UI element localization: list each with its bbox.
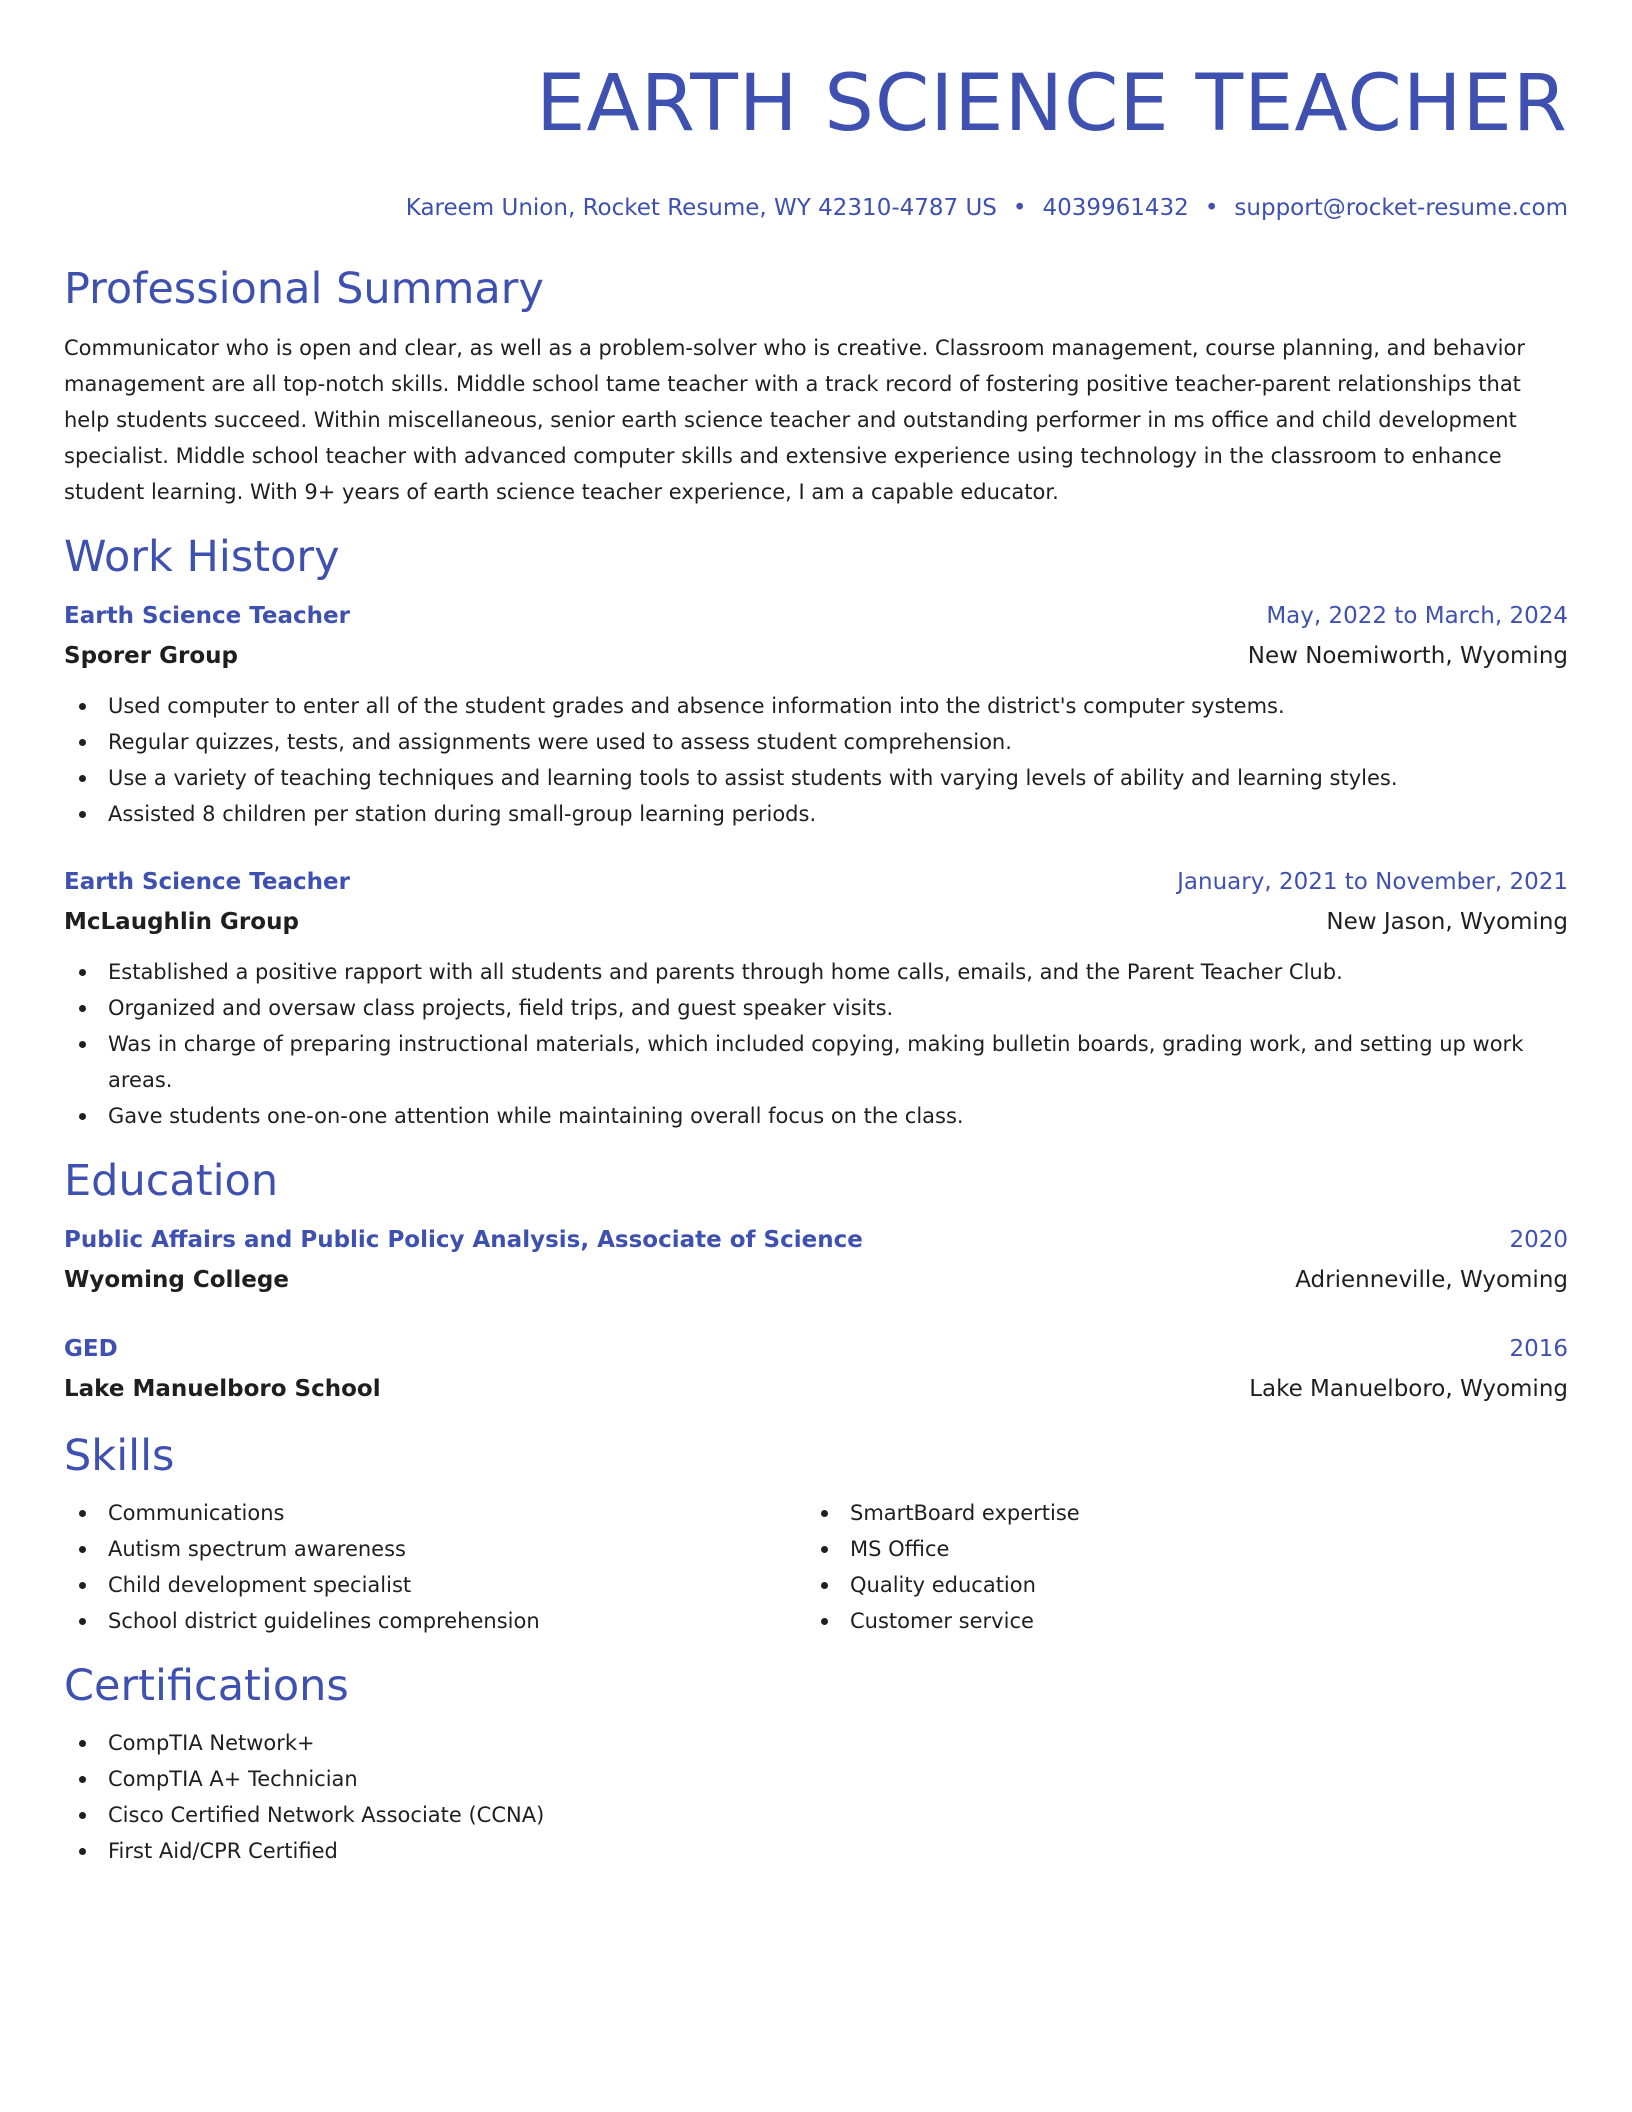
job-employer: McLaughlin Group [64,909,299,935]
contact-separator: • [1012,195,1027,221]
job-duties-list [64,954,1568,1134]
list-item: School district guidelines comprehension [64,1603,806,1639]
list-item: Used computer to enter all of the student grades and absence information into the district's computer systems. [64,688,1568,724]
education-entry [64,1329,1568,1409]
contact-address: Kareem Union, Rocket Resume, WY 42310-4787 US [405,195,997,221]
job-header [64,862,1568,902]
certifications-list [64,1725,1568,1869]
resume-title: EARTH SCIENCE TEACHER [536,59,1568,149]
job-entry [64,862,1568,1134]
education-year: 2016 [1509,1336,1568,1362]
section-heading-certifications: Certifications [64,1661,349,1711]
education-year: 2020 [1509,1227,1568,1253]
list-item: Organized and oversaw class projects, field trips, and guest speaker visits. [64,990,1568,1026]
list-item: Assisted 8 children per station during small-group learning periods. [64,796,1568,832]
list-item: Regular quizzes, tests, and assignments were used to assess student comprehension. [64,724,1568,760]
job-location: New Noemiworth, Wyoming [1247,643,1568,669]
education-location: Lake Manuelboro, Wyoming [1249,1376,1568,1402]
job-dates: January, 2021 to November, 2021 [1177,869,1568,895]
list-item: Communications [64,1495,806,1531]
section-heading-skills: Skills [64,1431,175,1481]
list-item: Cisco Certified Network Associate (CCNA) [64,1797,1568,1833]
education-school: Lake Manuelboro School [64,1376,381,1402]
list-item: Customer service [806,1603,1548,1639]
job-dates: May, 2022 to March, 2024 [1266,603,1568,629]
job-role: Earth Science Teacher [64,603,350,629]
job-employer: Sporer Group [64,643,238,669]
section-heading-work-history: Work History [64,532,340,582]
skills-grid [64,1495,1568,1639]
job-header [64,596,1568,636]
contact-line [64,192,1568,224]
education-subheader [64,1260,1568,1300]
contact-separator: • [1204,195,1219,221]
list-item: Established a positive rapport with all students and parents through home calls, emails, and the Parent Teacher Club. [64,954,1568,990]
education-degree: GED [64,1336,118,1362]
list-item: CompTIA Network+ [64,1725,1568,1761]
contact-phone: 4039961432 [1042,195,1189,221]
summary-text: Communicator who is open and clear, as well as a problem-solver who is creative. Classroom management, course planning, and behavior management are all top-notch skills. Middle school tame teacher with a track record of fostering positive teacher-parent relationships that help students succeed. Within miscellaneous, senior earth science teacher and outstanding performer in ms office and child development specialist. Middle school teacher with advanced computer skills and extensive experience using technology in the classroom to enhance student learning. With 9+ years of earth science teacher experience, I am a capable educator. [64,336,1525,504]
list-item: MS Office [806,1531,1548,1567]
list-item: Was in charge of preparing instructional materials, which included copying, making bulletin boards, grading work, and setting up work areas. [64,1026,1568,1098]
list-item: Quality education [806,1567,1548,1603]
skills-list-right [806,1495,1548,1639]
list-item: SmartBoard expertise [806,1495,1548,1531]
skills-list-left [64,1495,806,1639]
education-entry [64,1220,1568,1300]
list-item: Child development specialist [64,1567,806,1603]
education-header [64,1220,1568,1260]
list-item: Autism spectrum awareness [64,1531,806,1567]
education-school: Wyoming College [64,1267,289,1293]
section-heading-summary: Professional Summary [64,264,544,314]
contact-email: support@rocket-resume.com [1234,195,1568,221]
education-header [64,1329,1568,1369]
job-role: Earth Science Teacher [64,869,350,895]
list-item: Gave students one-on-one attention while maintaining overall focus on the class. [64,1098,1568,1134]
education-subheader [64,1369,1568,1409]
section-heading-education: Education [64,1156,279,1206]
education-degree: Public Affairs and Public Policy Analysis, Associate of Science [64,1227,863,1253]
job-duties-list [64,688,1568,832]
list-item: CompTIA A+ Technician [64,1761,1568,1797]
list-item: Use a variety of teaching techniques and learning tools to assist students with varying levels of ability and learning styles. [64,760,1568,796]
job-subheader [64,902,1568,942]
list-item: First Aid/CPR Certified [64,1833,1568,1869]
job-subheader [64,636,1568,676]
job-entry [64,596,1568,832]
education-location: Adrienneville, Wyoming [1295,1267,1568,1293]
job-location: New Jason, Wyoming [1326,909,1568,935]
